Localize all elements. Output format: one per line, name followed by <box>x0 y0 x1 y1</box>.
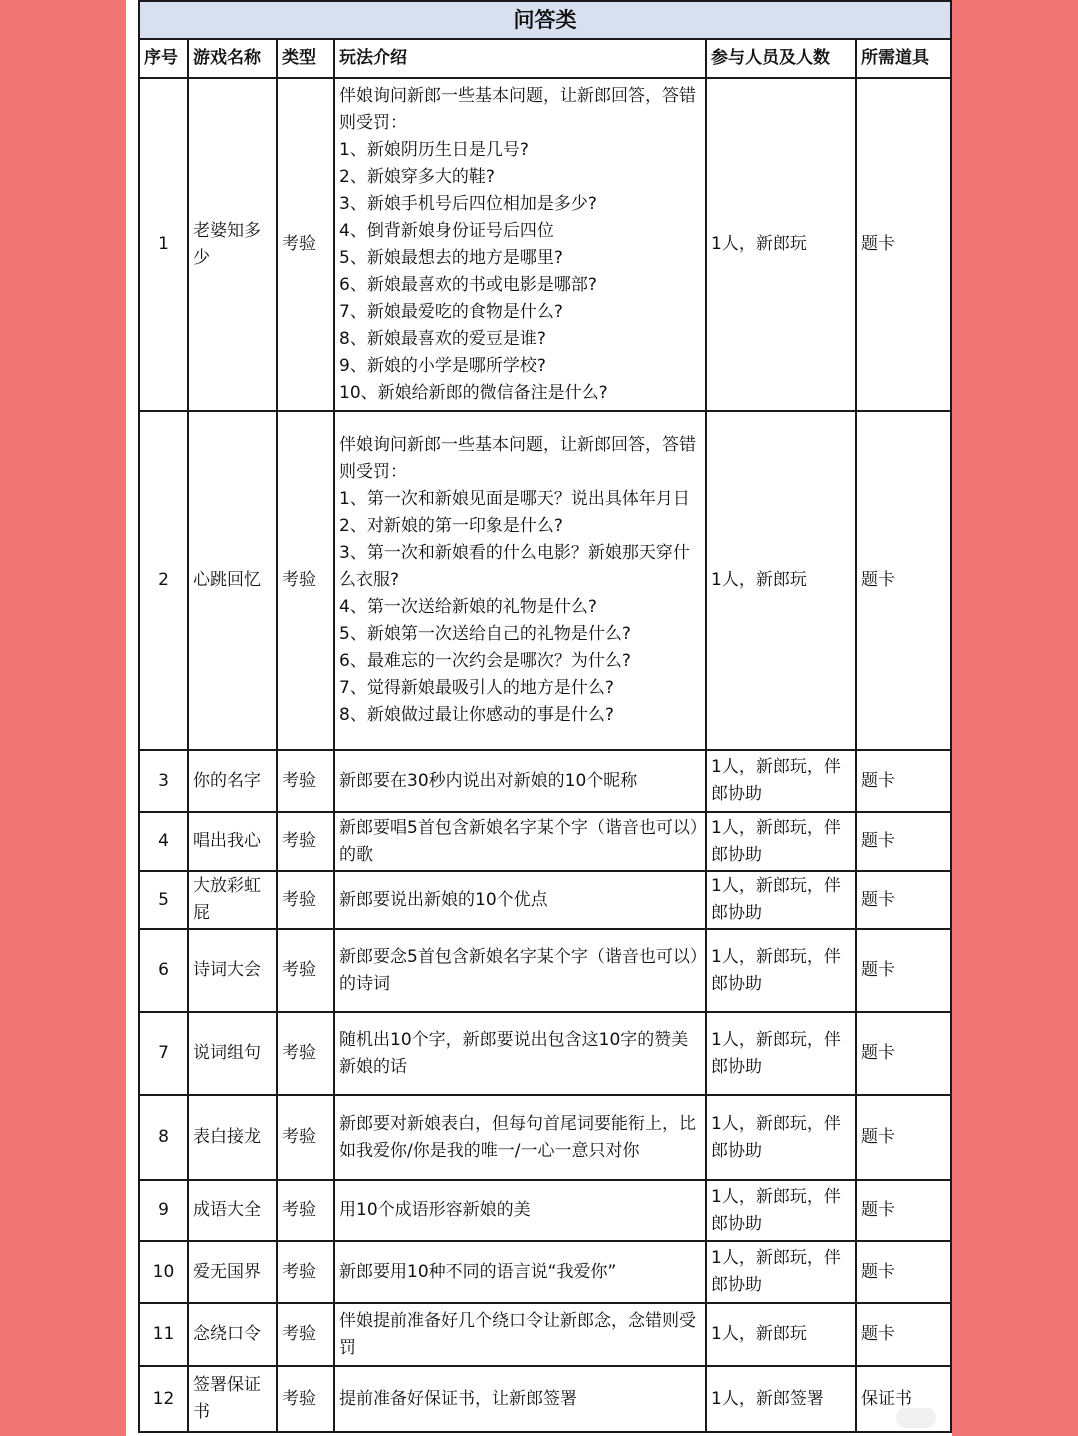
cell-prop: 题卡 <box>856 411 951 750</box>
table-row <box>139 1303 951 1366</box>
cell-prop: 题卡 <box>856 1012 951 1095</box>
cell-people: 1人，新郎玩，伴郎协助 <box>706 1012 856 1095</box>
cell-name: 念绕口令 <box>188 1303 277 1366</box>
intro-line: 伴娘询问新郎一些基本问题，让新郎回答，答错则受罚： <box>339 435 696 482</box>
cell-intro <box>334 78 706 411</box>
cell-people: 1人，新郎玩，伴郎协助 <box>706 1241 856 1303</box>
intro-line: 新郎要在30秒内说出对新娘的10个昵称 <box>339 770 638 791</box>
cell-prop: 题卡 <box>856 871 951 929</box>
table-row <box>139 1366 951 1432</box>
header-type: 类型 <box>277 39 334 78</box>
intro-line: 新郎要对新娘表白，但每句首尾词要能衔上，比如我爱你/你是我的唯一/一心一意只对你 <box>339 1113 696 1161</box>
cell-type: 考验 <box>277 871 334 929</box>
cell-prop: 题卡 <box>856 78 951 411</box>
cell-name: 心跳回忆 <box>188 411 277 750</box>
cell-people: 1人，新郎玩 <box>706 1303 856 1366</box>
cell-people: 1人，新郎玩，伴郎协助 <box>706 1180 856 1241</box>
cell-prop: 题卡 <box>856 1241 951 1303</box>
document-sheet <box>126 0 952 1436</box>
header-name: 游戏名称 <box>188 39 277 78</box>
cell-name: 表白接龙 <box>188 1095 277 1180</box>
cell-name: 大放彩虹屁 <box>188 871 277 929</box>
intro-line: 4、第一次送给新娘的礼物是什么? <box>339 597 597 617</box>
cell-name: 成语大全 <box>188 1180 277 1241</box>
table-row <box>139 411 951 750</box>
cell-intro <box>334 1241 706 1303</box>
cell-name: 签署保证书 <box>188 1366 277 1432</box>
cell-people: 1人，新郎玩，伴郎协助 <box>706 871 856 929</box>
table-row <box>139 78 951 411</box>
table-row <box>139 1180 951 1241</box>
intro-line: 8、新娘做过最让你感动的事是什么? <box>339 705 614 725</box>
cell-name: 你的名字 <box>188 750 277 812</box>
cell-people: 1人，新郎签署 <box>706 1366 856 1432</box>
table-body <box>139 78 951 1432</box>
header-prop: 所需道具 <box>856 39 951 78</box>
cell-type: 考验 <box>277 929 334 1012</box>
intro-line: 7、新娘最爱吃的食物是什么? <box>339 301 563 322</box>
cell-type: 考验 <box>277 1241 334 1303</box>
cell-people: 1人，新郎玩，伴郎协助 <box>706 812 856 871</box>
cell-prop: 题卡 <box>856 1095 951 1180</box>
table-row <box>139 1012 951 1095</box>
intro-line: 新郎要念5首包含新娘名字某个字（谐音也可以）的诗词 <box>339 946 699 994</box>
table-title-row <box>139 1 951 39</box>
intro-line: 5、新娘第一次送给自己的礼物是什么? <box>339 624 631 644</box>
cell-intro <box>334 411 706 750</box>
cell-prop: 题卡 <box>856 812 951 871</box>
cell-intro <box>334 750 706 812</box>
intro-line: 2、新娘穿多大的鞋? <box>339 166 495 187</box>
cell-prop: 题卡 <box>856 929 951 1012</box>
cell-intro <box>334 1180 706 1241</box>
cell-intro <box>334 1095 706 1180</box>
intro-line: 1、新娘阴历生日是几号? <box>339 139 529 160</box>
intro-line: 用10个成语形容新娘的美 <box>339 1200 531 1220</box>
cell-people: 1人，新郎玩，伴郎协助 <box>706 750 856 812</box>
header-people: 参与人员及人数 <box>706 39 856 78</box>
intro-line: 10、新娘给新郎的微信备注是什么? <box>339 382 608 403</box>
cell-no: 7 <box>139 1012 188 1095</box>
cell-people: 1人，新郎玩 <box>706 411 856 750</box>
intro-line: 7、觉得新娘最吸引人的地方是什么? <box>339 678 614 698</box>
intro-line: 新郎要唱5首包含新娘名字某个字（谐音也可以）的歌 <box>339 817 699 865</box>
intro-line: 提前准备好保证书，让新郎签署 <box>339 1388 577 1409</box>
cell-no: 1 <box>139 78 188 411</box>
cell-type: 考验 <box>277 750 334 812</box>
cell-prop: 题卡 <box>856 1180 951 1241</box>
table-row <box>139 929 951 1012</box>
cell-prop: 保证书 <box>856 1366 951 1432</box>
cell-prop: 题卡 <box>856 750 951 812</box>
intro-line: 6、新娘最喜欢的书或电影是哪部? <box>339 274 597 295</box>
cell-no: 6 <box>139 929 188 1012</box>
cell-type: 考验 <box>277 411 334 750</box>
intro-line: 伴娘询问新郎一些基本问题，让新郎回答，答错则受罚： <box>339 85 696 133</box>
table-row <box>139 1095 951 1180</box>
cell-type: 考验 <box>277 1012 334 1095</box>
cell-no: 2 <box>139 411 188 750</box>
cell-name: 爱无国界 <box>188 1241 277 1303</box>
cell-intro <box>334 1012 706 1095</box>
table-row <box>139 1241 951 1303</box>
cell-type: 考验 <box>277 1095 334 1180</box>
table-row <box>139 871 951 929</box>
cell-no: 9 <box>139 1180 188 1241</box>
cell-intro <box>334 812 706 871</box>
header-row <box>139 39 951 78</box>
cell-no: 10 <box>139 1241 188 1303</box>
cell-intro <box>334 1366 706 1432</box>
intro-line: 伴娘提前准备好几个绕口令让新郎念，念错则受罚 <box>339 1310 696 1358</box>
cell-intro <box>334 929 706 1012</box>
cell-prop: 题卡 <box>856 1303 951 1366</box>
cell-intro <box>334 1303 706 1366</box>
cell-type: 考验 <box>277 1180 334 1241</box>
intro-line: 5、新娘最想去的地方是哪里? <box>339 247 563 268</box>
intro-line: 新郎要用10种不同的语言说“我爱你” <box>339 1261 617 1282</box>
table-title: 问答类 <box>139 1 951 39</box>
intro-line: 随机出10个字，新郎要说出包含这10字的赞美新娘的话 <box>339 1029 689 1077</box>
intro-line: 9、新娘的小学是哪所学校? <box>339 355 546 376</box>
intro-line: 6、最难忘的一次约会是哪次？为什么? <box>339 651 631 671</box>
cell-people: 1人，新郎玩，伴郎协助 <box>706 1095 856 1180</box>
table-row <box>139 812 951 871</box>
table-row <box>139 750 951 812</box>
header-intro: 玩法介绍 <box>334 39 706 78</box>
games-table <box>138 0 952 1433</box>
cell-name: 说词组句 <box>188 1012 277 1095</box>
cell-no: 8 <box>139 1095 188 1180</box>
header-no: 序号 <box>139 39 188 78</box>
cell-type: 考验 <box>277 78 334 411</box>
intro-line: 3、新娘手机号后四位相加是多少? <box>339 193 597 214</box>
cell-no: 4 <box>139 812 188 871</box>
cell-no: 11 <box>139 1303 188 1366</box>
cell-no: 5 <box>139 871 188 929</box>
cell-name: 唱出我心 <box>188 812 277 871</box>
cell-no: 3 <box>139 750 188 812</box>
intro-line: 1、第一次和新娘见面是哪天？说出具体年月日 <box>339 489 690 509</box>
cell-name: 诗词大会 <box>188 929 277 1012</box>
intro-line: 新郎要说出新娘的10个优点 <box>339 889 548 910</box>
intro-line: 8、新娘最喜欢的爱豆是谁? <box>339 328 546 349</box>
intro-line: 3、第一次和新娘看的什么电影？新娘那天穿什么衣服? <box>339 543 690 590</box>
cell-no: 12 <box>139 1366 188 1432</box>
cell-type: 考验 <box>277 1303 334 1366</box>
cell-people: 1人，新郎玩 <box>706 78 856 411</box>
cell-name: 老婆知多少 <box>188 78 277 411</box>
cell-type: 考验 <box>277 812 334 871</box>
intro-line: 2、对新娘的第一印象是什么? <box>339 516 563 536</box>
cell-people: 1人，新郎玩，伴郎协助 <box>706 929 856 1012</box>
intro-line: 4、倒背新娘身份证号后四位 <box>339 220 554 241</box>
watermark-badge <box>896 1408 936 1428</box>
cell-intro <box>334 871 706 929</box>
cell-type: 考验 <box>277 1366 334 1432</box>
